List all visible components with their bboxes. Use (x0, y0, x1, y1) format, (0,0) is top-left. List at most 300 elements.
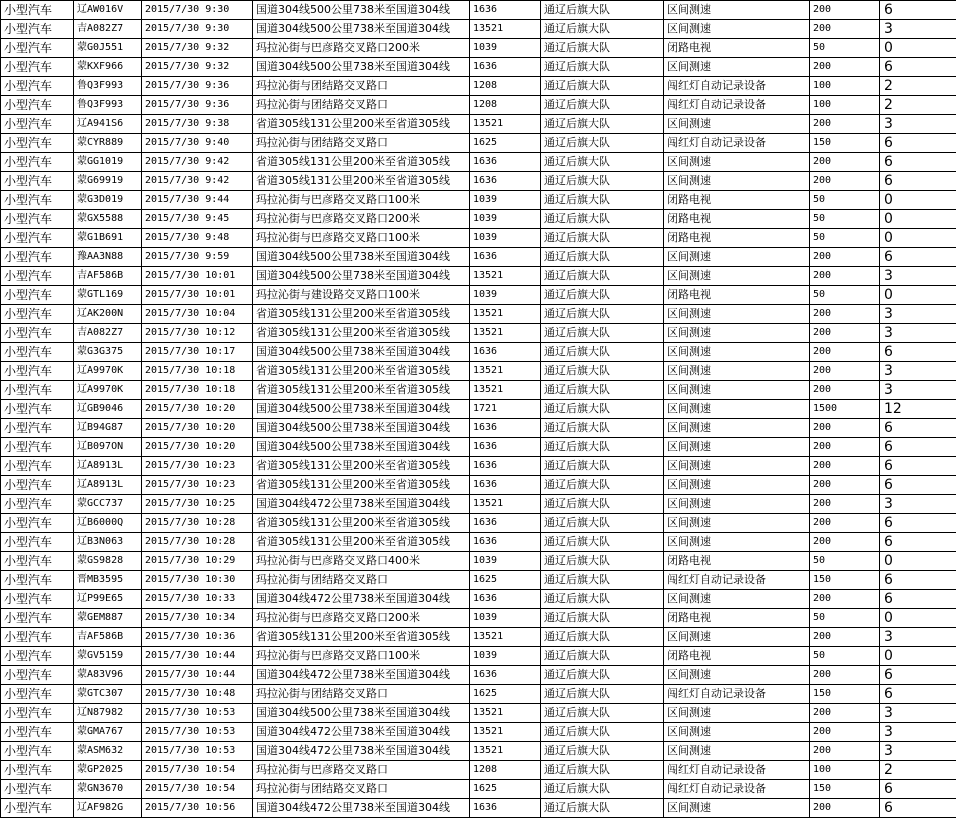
plate-number-cell[interactable]: 辽B097ON (74, 438, 142, 457)
location-cell[interactable]: 国道304线472公里738米至国道304线 (253, 666, 470, 685)
capture-method-cell[interactable]: 闯红灯自动记录设备 (664, 77, 810, 96)
penalty-points-cell[interactable]: 6 (880, 685, 956, 704)
department-cell[interactable]: 通辽后旗大队 (541, 400, 664, 419)
fine-amount-cell[interactable]: 150 (810, 780, 880, 799)
penalty-points-cell[interactable]: 2 (880, 761, 956, 780)
plate-number-cell[interactable]: 吉AF586B (74, 628, 142, 647)
vehicle-type-cell[interactable]: 小型汽车 (1, 685, 74, 704)
vehicle-type-cell[interactable]: 小型汽车 (1, 723, 74, 742)
fine-amount-cell[interactable]: 50 (810, 229, 880, 248)
violation-code-cell[interactable]: 1636 (470, 514, 541, 533)
fine-amount-cell[interactable]: 150 (810, 134, 880, 153)
vehicle-type-cell[interactable]: 小型汽车 (1, 514, 74, 533)
capture-method-cell[interactable]: 闯红灯自动记录设备 (664, 571, 810, 590)
plate-number-cell[interactable]: 辽A9970K (74, 381, 142, 400)
vehicle-type-cell[interactable]: 小型汽车 (1, 552, 74, 571)
capture-method-cell[interactable]: 区间测速 (664, 666, 810, 685)
violation-code-cell[interactable]: 1039 (470, 210, 541, 229)
fine-amount-cell[interactable]: 50 (810, 210, 880, 229)
location-cell[interactable]: 玛拉沁街与巴彦路交叉路口100米 (253, 191, 470, 210)
violation-time-cell[interactable]: 2015/7/30 10:23 (142, 476, 253, 495)
violation-time-cell[interactable]: 2015/7/30 9:38 (142, 115, 253, 134)
violation-code-cell[interactable]: 1625 (470, 685, 541, 704)
plate-number-cell[interactable]: 辽A8913L (74, 476, 142, 495)
violation-code-cell[interactable]: 1039 (470, 229, 541, 248)
violation-code-cell[interactable]: 13521 (470, 267, 541, 286)
violation-code-cell[interactable]: 13521 (470, 742, 541, 761)
department-cell[interactable]: 通辽后旗大队 (541, 267, 664, 286)
location-cell[interactable]: 国道304线500公里738米至国道304线 (253, 58, 470, 77)
vehicle-type-cell[interactable]: 小型汽车 (1, 476, 74, 495)
plate-number-cell[interactable]: 蒙GS9828 (74, 552, 142, 571)
penalty-points-cell[interactable]: 6 (880, 476, 956, 495)
plate-number-cell[interactable]: 蒙GCC737 (74, 495, 142, 514)
fine-amount-cell[interactable]: 100 (810, 761, 880, 780)
fine-amount-cell[interactable]: 50 (810, 609, 880, 628)
vehicle-type-cell[interactable]: 小型汽车 (1, 362, 74, 381)
capture-method-cell[interactable]: 区间测速 (664, 457, 810, 476)
violation-code-cell[interactable]: 1208 (470, 761, 541, 780)
fine-amount-cell[interactable]: 100 (810, 96, 880, 115)
vehicle-type-cell[interactable]: 小型汽车 (1, 495, 74, 514)
plate-number-cell[interactable]: 晋MB3595 (74, 571, 142, 590)
location-cell[interactable]: 国道304线500公里738米至国道304线 (253, 343, 470, 362)
location-cell[interactable]: 玛拉沁街与巴彦路交叉路口200米 (253, 39, 470, 58)
department-cell[interactable]: 通辽后旗大队 (541, 647, 664, 666)
location-cell[interactable]: 国道304线472公里738米至国道304线 (253, 742, 470, 761)
vehicle-type-cell[interactable]: 小型汽车 (1, 571, 74, 590)
plate-number-cell[interactable]: 蒙KXF966 (74, 58, 142, 77)
penalty-points-cell[interactable]: 6 (880, 780, 956, 799)
fine-amount-cell[interactable]: 200 (810, 742, 880, 761)
penalty-points-cell[interactable]: 12 (880, 400, 956, 419)
fine-amount-cell[interactable]: 200 (810, 438, 880, 457)
vehicle-type-cell[interactable]: 小型汽车 (1, 666, 74, 685)
vehicle-type-cell[interactable]: 小型汽车 (1, 115, 74, 134)
penalty-points-cell[interactable]: 3 (880, 704, 956, 723)
violation-time-cell[interactable]: 2015/7/30 9:42 (142, 172, 253, 191)
violation-time-cell[interactable]: 2015/7/30 10:01 (142, 267, 253, 286)
department-cell[interactable]: 通辽后旗大队 (541, 381, 664, 400)
capture-method-cell[interactable]: 闭路电视 (664, 286, 810, 305)
violation-time-cell[interactable]: 2015/7/30 10:20 (142, 438, 253, 457)
capture-method-cell[interactable]: 区间测速 (664, 267, 810, 286)
plate-number-cell[interactable]: 蒙CYR889 (74, 134, 142, 153)
location-cell[interactable]: 玛拉沁街与巴彦路交叉路口200米 (253, 210, 470, 229)
plate-number-cell[interactable]: 蒙G69919 (74, 172, 142, 191)
capture-method-cell[interactable]: 区间测速 (664, 533, 810, 552)
vehicle-type-cell[interactable]: 小型汽车 (1, 248, 74, 267)
location-cell[interactable]: 玛拉沁街与团结路交叉路口 (253, 685, 470, 704)
location-cell[interactable]: 国道304线500公里738米至国道304线 (253, 267, 470, 286)
fine-amount-cell[interactable]: 150 (810, 571, 880, 590)
capture-method-cell[interactable]: 区间测速 (664, 153, 810, 172)
violation-code-cell[interactable]: 1636 (470, 153, 541, 172)
vehicle-type-cell[interactable]: 小型汽车 (1, 761, 74, 780)
violation-time-cell[interactable]: 2015/7/30 10:53 (142, 723, 253, 742)
department-cell[interactable]: 通辽后旗大队 (541, 552, 664, 571)
violation-time-cell[interactable]: 2015/7/30 9:40 (142, 134, 253, 153)
violation-time-cell[interactable]: 2015/7/30 10:29 (142, 552, 253, 571)
violation-time-cell[interactable]: 2015/7/30 9:30 (142, 20, 253, 39)
plate-number-cell[interactable]: 辽A8913L (74, 457, 142, 476)
location-cell[interactable]: 玛拉沁街与团结路交叉路口 (253, 571, 470, 590)
vehicle-type-cell[interactable]: 小型汽车 (1, 704, 74, 723)
fine-amount-cell[interactable]: 200 (810, 153, 880, 172)
capture-method-cell[interactable]: 区间测速 (664, 58, 810, 77)
penalty-points-cell[interactable]: 0 (880, 609, 956, 628)
penalty-points-cell[interactable]: 0 (880, 647, 956, 666)
fine-amount-cell[interactable]: 200 (810, 1, 880, 20)
capture-method-cell[interactable]: 闭路电视 (664, 210, 810, 229)
fine-amount-cell[interactable]: 200 (810, 476, 880, 495)
fine-amount-cell[interactable]: 200 (810, 172, 880, 191)
violation-code-cell[interactable]: 1636 (470, 533, 541, 552)
plate-number-cell[interactable]: 蒙GX5588 (74, 210, 142, 229)
department-cell[interactable]: 通辽后旗大队 (541, 20, 664, 39)
vehicle-type-cell[interactable]: 小型汽车 (1, 134, 74, 153)
vehicle-type-cell[interactable]: 小型汽车 (1, 39, 74, 58)
violation-code-cell[interactable]: 13521 (470, 704, 541, 723)
violation-code-cell[interactable]: 1636 (470, 476, 541, 495)
capture-method-cell[interactable]: 区间测速 (664, 514, 810, 533)
fine-amount-cell[interactable]: 200 (810, 419, 880, 438)
capture-method-cell[interactable]: 区间测速 (664, 381, 810, 400)
fine-amount-cell[interactable]: 200 (810, 115, 880, 134)
vehicle-type-cell[interactable]: 小型汽车 (1, 96, 74, 115)
violation-time-cell[interactable]: 2015/7/30 10:01 (142, 286, 253, 305)
location-cell[interactable]: 省道305线131公里200米至省道305线 (253, 533, 470, 552)
penalty-points-cell[interactable]: 6 (880, 419, 956, 438)
department-cell[interactable]: 通辽后旗大队 (541, 96, 664, 115)
penalty-points-cell[interactable]: 0 (880, 229, 956, 248)
department-cell[interactable]: 通辽后旗大队 (541, 742, 664, 761)
capture-method-cell[interactable]: 区间测速 (664, 495, 810, 514)
violation-time-cell[interactable]: 2015/7/30 10:12 (142, 324, 253, 343)
penalty-points-cell[interactable]: 6 (880, 590, 956, 609)
violation-time-cell[interactable]: 2015/7/30 10:23 (142, 457, 253, 476)
fine-amount-cell[interactable]: 200 (810, 248, 880, 267)
violation-time-cell[interactable]: 2015/7/30 9:36 (142, 96, 253, 115)
location-cell[interactable]: 玛拉沁街与巴彦路交叉路口200米 (253, 609, 470, 628)
penalty-points-cell[interactable]: 6 (880, 457, 956, 476)
violation-code-cell[interactable]: 1636 (470, 590, 541, 609)
violation-time-cell[interactable]: 2015/7/30 10:04 (142, 305, 253, 324)
violation-time-cell[interactable]: 2015/7/30 10:18 (142, 381, 253, 400)
location-cell[interactable]: 国道304线472公里738米至国道304线 (253, 799, 470, 818)
location-cell[interactable]: 国道304线500公里738米至国道304线 (253, 1, 470, 20)
plate-number-cell[interactable]: 蒙A83V96 (74, 666, 142, 685)
location-cell[interactable]: 玛拉沁街与巴彦路交叉路口 (253, 761, 470, 780)
violation-time-cell[interactable]: 2015/7/30 9:48 (142, 229, 253, 248)
location-cell[interactable]: 国道304线500公里738米至国道304线 (253, 438, 470, 457)
vehicle-type-cell[interactable]: 小型汽车 (1, 609, 74, 628)
violation-time-cell[interactable]: 2015/7/30 10:36 (142, 628, 253, 647)
vehicle-type-cell[interactable]: 小型汽车 (1, 172, 74, 191)
location-cell[interactable]: 省道305线131公里200米至省道305线 (253, 115, 470, 134)
penalty-points-cell[interactable]: 3 (880, 115, 956, 134)
vehicle-type-cell[interactable]: 小型汽车 (1, 286, 74, 305)
capture-method-cell[interactable]: 区间测速 (664, 799, 810, 818)
department-cell[interactable]: 通辽后旗大队 (541, 609, 664, 628)
penalty-points-cell[interactable]: 3 (880, 305, 956, 324)
location-cell[interactable]: 省道305线131公里200米至省道305线 (253, 172, 470, 191)
penalty-points-cell[interactable]: 6 (880, 514, 956, 533)
plate-number-cell[interactable]: 辽AW016V (74, 1, 142, 20)
vehicle-type-cell[interactable]: 小型汽车 (1, 324, 74, 343)
capture-method-cell[interactable]: 闯红灯自动记录设备 (664, 761, 810, 780)
fine-amount-cell[interactable]: 200 (810, 799, 880, 818)
location-cell[interactable]: 玛拉沁街与巴彦路交叉路口400米 (253, 552, 470, 571)
location-cell[interactable]: 玛拉沁街与团结路交叉路口 (253, 77, 470, 96)
violation-code-cell[interactable]: 1039 (470, 286, 541, 305)
department-cell[interactable]: 通辽后旗大队 (541, 685, 664, 704)
location-cell[interactable]: 玛拉沁街与团结路交叉路口 (253, 134, 470, 153)
violation-code-cell[interactable]: 1636 (470, 343, 541, 362)
violation-code-cell[interactable]: 1039 (470, 191, 541, 210)
location-cell[interactable]: 国道304线500公里738米至国道304线 (253, 419, 470, 438)
penalty-points-cell[interactable]: 0 (880, 286, 956, 305)
plate-number-cell[interactable]: 辽N87982 (74, 704, 142, 723)
capture-method-cell[interactable]: 区间测速 (664, 324, 810, 343)
capture-method-cell[interactable]: 闭路电视 (664, 552, 810, 571)
penalty-points-cell[interactable]: 6 (880, 58, 956, 77)
fine-amount-cell[interactable]: 50 (810, 286, 880, 305)
location-cell[interactable]: 国道304线472公里738米至国道304线 (253, 590, 470, 609)
penalty-points-cell[interactable]: 6 (880, 153, 956, 172)
vehicle-type-cell[interactable]: 小型汽车 (1, 780, 74, 799)
location-cell[interactable]: 玛拉沁街与建设路交叉路口100米 (253, 286, 470, 305)
vehicle-type-cell[interactable]: 小型汽车 (1, 77, 74, 96)
plate-number-cell[interactable]: 蒙GTC307 (74, 685, 142, 704)
fine-amount-cell[interactable]: 200 (810, 514, 880, 533)
violation-code-cell[interactable]: 13521 (470, 324, 541, 343)
vehicle-type-cell[interactable]: 小型汽车 (1, 400, 74, 419)
penalty-points-cell[interactable]: 3 (880, 324, 956, 343)
department-cell[interactable]: 通辽后旗大队 (541, 362, 664, 381)
violation-time-cell[interactable]: 2015/7/30 10:53 (142, 742, 253, 761)
fine-amount-cell[interactable]: 150 (810, 685, 880, 704)
location-cell[interactable]: 省道305线131公里200米至省道305线 (253, 153, 470, 172)
fine-amount-cell[interactable]: 50 (810, 647, 880, 666)
violation-time-cell[interactable]: 2015/7/30 10:25 (142, 495, 253, 514)
location-cell[interactable]: 玛拉沁街与巴彦路交叉路口100米 (253, 647, 470, 666)
plate-number-cell[interactable]: 辽B3N063 (74, 533, 142, 552)
violation-time-cell[interactable]: 2015/7/30 9:44 (142, 191, 253, 210)
plate-number-cell[interactable]: 蒙G3G375 (74, 343, 142, 362)
capture-method-cell[interactable]: 区间测速 (664, 400, 810, 419)
plate-number-cell[interactable]: 辽AF982G (74, 799, 142, 818)
vehicle-type-cell[interactable]: 小型汽车 (1, 419, 74, 438)
fine-amount-cell[interactable]: 200 (810, 267, 880, 286)
department-cell[interactable]: 通辽后旗大队 (541, 438, 664, 457)
violation-time-cell[interactable]: 2015/7/30 10:53 (142, 704, 253, 723)
capture-method-cell[interactable]: 区间测速 (664, 362, 810, 381)
department-cell[interactable]: 通辽后旗大队 (541, 476, 664, 495)
department-cell[interactable]: 通辽后旗大队 (541, 514, 664, 533)
penalty-points-cell[interactable]: 6 (880, 438, 956, 457)
location-cell[interactable]: 国道304线500公里738米至国道304线 (253, 248, 470, 267)
vehicle-type-cell[interactable]: 小型汽车 (1, 381, 74, 400)
vehicle-type-cell[interactable]: 小型汽车 (1, 742, 74, 761)
location-cell[interactable]: 省道305线131公里200米至省道305线 (253, 381, 470, 400)
capture-method-cell[interactable]: 区间测速 (664, 438, 810, 457)
penalty-points-cell[interactable]: 6 (880, 134, 956, 153)
violation-time-cell[interactable]: 2015/7/30 9:30 (142, 1, 253, 20)
penalty-points-cell[interactable]: 3 (880, 742, 956, 761)
location-cell[interactable]: 国道304线500公里738米至国道304线 (253, 704, 470, 723)
department-cell[interactable]: 通辽后旗大队 (541, 704, 664, 723)
fine-amount-cell[interactable]: 100 (810, 77, 880, 96)
capture-method-cell[interactable]: 闭路电视 (664, 191, 810, 210)
location-cell[interactable]: 玛拉沁街与巴彦路交叉路口100米 (253, 229, 470, 248)
plate-number-cell[interactable]: 吉A082Z7 (74, 20, 142, 39)
capture-method-cell[interactable]: 区间测速 (664, 742, 810, 761)
plate-number-cell[interactable]: 辽A9970K (74, 362, 142, 381)
department-cell[interactable]: 通辽后旗大队 (541, 533, 664, 552)
capture-method-cell[interactable]: 闭路电视 (664, 609, 810, 628)
location-cell[interactable]: 国道304线472公里738米至国道304线 (253, 723, 470, 742)
department-cell[interactable]: 通辽后旗大队 (541, 723, 664, 742)
fine-amount-cell[interactable]: 200 (810, 381, 880, 400)
vehicle-type-cell[interactable]: 小型汽车 (1, 229, 74, 248)
penalty-points-cell[interactable]: 6 (880, 666, 956, 685)
violation-time-cell[interactable]: 2015/7/30 10:44 (142, 647, 253, 666)
fine-amount-cell[interactable]: 200 (810, 666, 880, 685)
violation-time-cell[interactable]: 2015/7/30 9:36 (142, 77, 253, 96)
fine-amount-cell[interactable]: 200 (810, 723, 880, 742)
violation-time-cell[interactable]: 2015/7/30 10:20 (142, 400, 253, 419)
department-cell[interactable]: 通辽后旗大队 (541, 58, 664, 77)
vehicle-type-cell[interactable]: 小型汽车 (1, 20, 74, 39)
fine-amount-cell[interactable]: 200 (810, 324, 880, 343)
violation-code-cell[interactable]: 1625 (470, 780, 541, 799)
capture-method-cell[interactable]: 区间测速 (664, 172, 810, 191)
vehicle-type-cell[interactable]: 小型汽车 (1, 533, 74, 552)
violation-time-cell[interactable]: 2015/7/30 10:33 (142, 590, 253, 609)
location-cell[interactable]: 省道305线131公里200米至省道305线 (253, 305, 470, 324)
vehicle-type-cell[interactable]: 小型汽车 (1, 343, 74, 362)
penalty-points-cell[interactable]: 3 (880, 495, 956, 514)
violation-time-cell[interactable]: 2015/7/30 10:18 (142, 362, 253, 381)
location-cell[interactable]: 玛拉沁街与团结路交叉路口 (253, 780, 470, 799)
plate-number-cell[interactable]: 蒙GV5159 (74, 647, 142, 666)
department-cell[interactable]: 通辽后旗大队 (541, 153, 664, 172)
violation-code-cell[interactable]: 1721 (470, 400, 541, 419)
violation-time-cell[interactable]: 2015/7/30 10:44 (142, 666, 253, 685)
violation-code-cell[interactable]: 1625 (470, 134, 541, 153)
plate-number-cell[interactable]: 辽P99E65 (74, 590, 142, 609)
violation-code-cell[interactable]: 13521 (470, 115, 541, 134)
capture-method-cell[interactable]: 闯红灯自动记录设备 (664, 96, 810, 115)
department-cell[interactable]: 通辽后旗大队 (541, 172, 664, 191)
plate-number-cell[interactable]: 辽B94G87 (74, 419, 142, 438)
penalty-points-cell[interactable]: 0 (880, 210, 956, 229)
penalty-points-cell[interactable]: 6 (880, 248, 956, 267)
penalty-points-cell[interactable]: 3 (880, 381, 956, 400)
vehicle-type-cell[interactable]: 小型汽车 (1, 153, 74, 172)
violation-code-cell[interactable]: 13521 (470, 362, 541, 381)
violation-code-cell[interactable]: 1636 (470, 666, 541, 685)
capture-method-cell[interactable]: 区间测速 (664, 248, 810, 267)
violation-time-cell[interactable]: 2015/7/30 10:56 (142, 799, 253, 818)
plate-number-cell[interactable]: 蒙GG1019 (74, 153, 142, 172)
violation-code-cell[interactable]: 1039 (470, 609, 541, 628)
plate-number-cell[interactable]: 蒙G1B691 (74, 229, 142, 248)
violation-time-cell[interactable]: 2015/7/30 10:28 (142, 514, 253, 533)
department-cell[interactable]: 通辽后旗大队 (541, 134, 664, 153)
department-cell[interactable]: 通辽后旗大队 (541, 761, 664, 780)
fine-amount-cell[interactable]: 200 (810, 305, 880, 324)
capture-method-cell[interactable]: 区间测速 (664, 115, 810, 134)
capture-method-cell[interactable]: 闭路电视 (664, 39, 810, 58)
location-cell[interactable]: 省道305线131公里200米至省道305线 (253, 514, 470, 533)
capture-method-cell[interactable]: 区间测速 (664, 476, 810, 495)
fine-amount-cell[interactable]: 200 (810, 58, 880, 77)
penalty-points-cell[interactable]: 3 (880, 20, 956, 39)
plate-number-cell[interactable]: 吉A082Z7 (74, 324, 142, 343)
department-cell[interactable]: 通辽后旗大队 (541, 799, 664, 818)
capture-method-cell[interactable]: 区间测速 (664, 305, 810, 324)
capture-method-cell[interactable]: 区间测速 (664, 343, 810, 362)
fine-amount-cell[interactable]: 200 (810, 457, 880, 476)
violation-code-cell[interactable]: 1039 (470, 552, 541, 571)
capture-method-cell[interactable]: 闭路电视 (664, 647, 810, 666)
penalty-points-cell[interactable]: 0 (880, 191, 956, 210)
vehicle-type-cell[interactable]: 小型汽车 (1, 58, 74, 77)
plate-number-cell[interactable]: 鲁Q3F993 (74, 96, 142, 115)
violation-code-cell[interactable]: 1636 (470, 248, 541, 267)
location-cell[interactable]: 国道304线472公里738米至国道304线 (253, 495, 470, 514)
location-cell[interactable]: 省道305线131公里200米至省道305线 (253, 476, 470, 495)
capture-method-cell[interactable]: 闯红灯自动记录设备 (664, 685, 810, 704)
capture-method-cell[interactable]: 区间测速 (664, 723, 810, 742)
plate-number-cell[interactable]: 蒙GEM887 (74, 609, 142, 628)
capture-method-cell[interactable]: 闯红灯自动记录设备 (664, 780, 810, 799)
violation-code-cell[interactable]: 1636 (470, 172, 541, 191)
violation-time-cell[interactable]: 2015/7/30 10:17 (142, 343, 253, 362)
location-cell[interactable]: 国道304线500公里738米至国道304线 (253, 20, 470, 39)
department-cell[interactable]: 通辽后旗大队 (541, 229, 664, 248)
violation-code-cell[interactable]: 1208 (470, 77, 541, 96)
capture-method-cell[interactable]: 区间测速 (664, 628, 810, 647)
department-cell[interactable]: 通辽后旗大队 (541, 780, 664, 799)
department-cell[interactable]: 通辽后旗大队 (541, 115, 664, 134)
department-cell[interactable]: 通辽后旗大队 (541, 343, 664, 362)
fine-amount-cell[interactable]: 200 (810, 533, 880, 552)
violation-code-cell[interactable]: 1636 (470, 58, 541, 77)
violation-code-cell[interactable]: 1636 (470, 799, 541, 818)
department-cell[interactable]: 通辽后旗大队 (541, 286, 664, 305)
violation-time-cell[interactable]: 2015/7/30 9:59 (142, 248, 253, 267)
plate-number-cell[interactable]: 吉AF586B (74, 267, 142, 286)
fine-amount-cell[interactable]: 1500 (810, 400, 880, 419)
capture-method-cell[interactable]: 闯红灯自动记录设备 (664, 134, 810, 153)
violation-code-cell[interactable]: 13521 (470, 723, 541, 742)
violation-time-cell[interactable]: 2015/7/30 10:48 (142, 685, 253, 704)
violation-time-cell[interactable]: 2015/7/30 10:34 (142, 609, 253, 628)
fine-amount-cell[interactable]: 200 (810, 590, 880, 609)
department-cell[interactable]: 通辽后旗大队 (541, 1, 664, 20)
plate-number-cell[interactable]: 豫AA3N88 (74, 248, 142, 267)
department-cell[interactable]: 通辽后旗大队 (541, 248, 664, 267)
fine-amount-cell[interactable]: 50 (810, 552, 880, 571)
violation-time-cell[interactable]: 2015/7/30 10:28 (142, 533, 253, 552)
capture-method-cell[interactable]: 区间测速 (664, 1, 810, 20)
department-cell[interactable]: 通辽后旗大队 (541, 210, 664, 229)
fine-amount-cell[interactable]: 200 (810, 362, 880, 381)
penalty-points-cell[interactable]: 3 (880, 362, 956, 381)
